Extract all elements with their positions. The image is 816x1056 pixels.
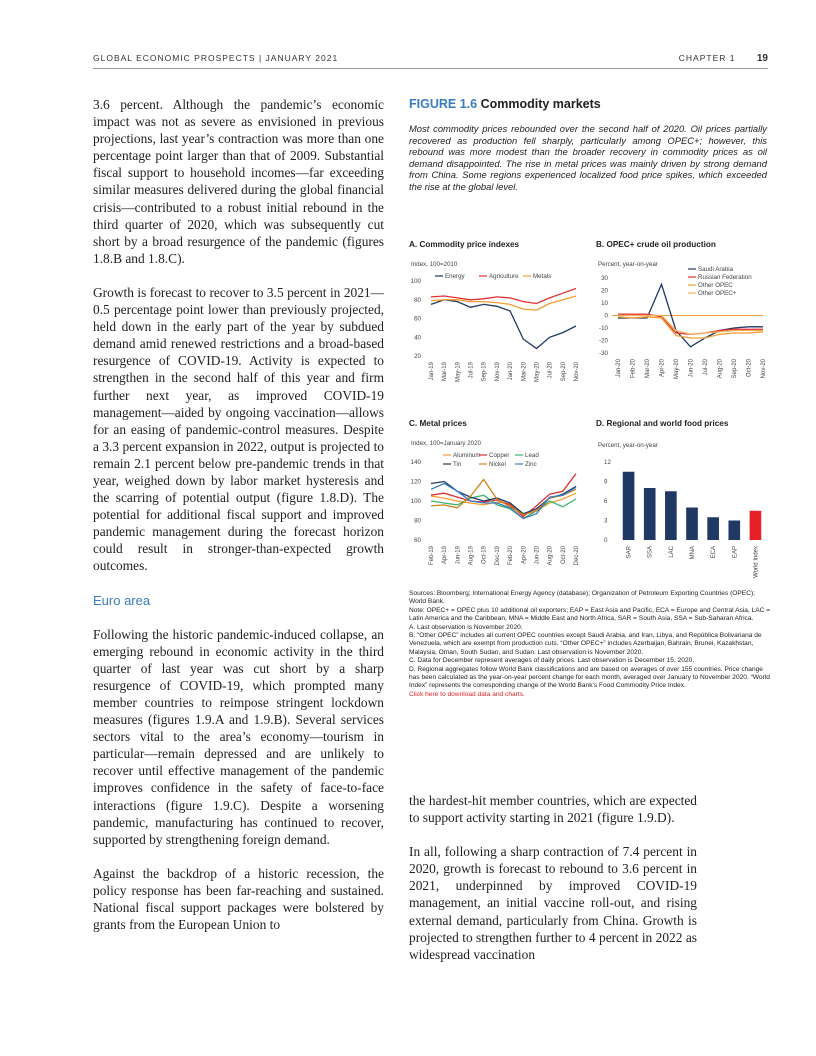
y-tick-label: 10 [601,300,608,307]
running-header [93,53,768,63]
y-axis-label: Percent, year-on-year [598,261,658,268]
legend-label: Nickel [489,461,506,468]
figure-notes [409,590,771,699]
legend-label: Other OPEC+ [698,290,737,297]
bar-ssa [644,488,656,540]
y-tick-label: 80 [414,296,421,304]
legend-label: Lead [525,452,539,459]
paragraph: In all, following a sharp contraction of 7.4 percent in 2020, growth is forecast to rebound to 3.6 percent in 2021, underpinned by improved COVID-19 management, an initial vaccine roll-out, and rising external demand, particularly from China. Growth is projected to strengthen further to 4 percent in 2022 as widespread vaccination [409,844,697,962]
x-tick-label: Sep-19 [481,362,488,382]
x-tick-label: Jun-19 [455,546,462,565]
right-column [409,792,697,980]
figure-title-text: Commodity markets [480,97,601,111]
note-b: B. “Other OPEC” includes all current OPEC countries except Saudi Arabia, and Iran, Libya, and República Bolivariana de Venezuela, which are exempt from production cuts. “Other OPEC+” includes Azerbaijan, Bahrain, Brunei, Kazakhstan, Malaysia, Oman, South Sudan, and Sudan. Last observation is November 2020. [409,632,762,656]
x-tick-label: May-20 [674,359,680,380]
y-axis-label: Percent, year-on-year [598,442,658,449]
legend-label: Other OPEC [698,282,733,289]
panel-b-title: B. OPEC+ crude oil production [596,240,716,249]
series-line-energy [431,300,576,349]
x-tick-label: Apr-20 [659,359,666,378]
y-tick-label: 0 [604,537,608,544]
legend-label: Metals [533,273,552,280]
bar-lac [665,491,677,540]
paragraph: Following the historic pandemic-induced collapse, an emerging rebound in economic activity in the third quarter of last year was cut short by a sharp resurgence of COVID-19, which prompted many member countries to reimpose stringent lockdown measures (figures 1.9.A and 1.9.B). Several services sectors vital to the area’s economy—tourism in particular—remain depressed and are unlikely to recover until effective management of the pandemic improves confidence in the safety of face-to-face interactions (figure 1.9.C). Despite a worsening pandemic, manufacturing has continued to recover, supported by strengthening foreign demand. [93,626,384,847]
x-tick-label: Nov-19 [494,362,501,382]
x-tick-label: Dec-20 [574,546,580,566]
x-tick-label: Aug-19 [468,546,475,566]
panel-d-title: D. Regional and world food prices [596,419,729,428]
y-tick-label: 3 [604,517,608,525]
figure-caption: Most commodity prices rebounded over the second half of 2020. Oil prices partially recovered as production fell sharply, particularly among OPEC+; however, this rebound was more modest than the broader recovery in commodity prices as oil demand disappointed. The rise in metal prices was mainly driven by strong demand from China. Some regions experienced localized food price spikes, which exceeded the rise at the global level. [409,123,767,192]
paragraph: 3.6 percent. Although the pandemic’s economic impact was not as severe as envisioned in previous projections, last year’s contraction was more than one percentage point larger than that of 2009. Substantial fiscal support to household incomes—far exceeding similar measures delivered during the global financial crisis—contributed to a robust initial rebound in the third quarter of 2020, which was subsequently cut short by a broad resurgence of the pandemic (figures 1.8.B and 1.8.C). [93,97,384,266]
y-tick-label: 6 [604,498,608,505]
x-tick-label: World Index [753,546,760,578]
legend-label: Aluminum [453,452,481,459]
chart-c [409,437,584,597]
y-tick-label: 12 [604,459,611,466]
x-tick-label: Aug-20 [717,359,724,379]
x-tick-label: SAR [626,546,633,559]
legend-label: Tin [453,461,462,468]
x-tick-label: Oct-20 [560,546,567,565]
y-tick-label: -20 [599,337,608,345]
legend-label: Agriculture [489,273,519,280]
y-tick-label: 60 [414,537,421,544]
x-tick-label: Mar-19 [442,362,449,382]
x-tick-label: MNA [690,546,696,560]
x-tick-label: ECA [711,546,718,559]
note-c: C. Data for December represent averages of daily prices. Last observation is December 15, 2020. [409,657,695,665]
y-tick-label: 60 [414,315,421,323]
x-tick-label: Feb-20 [630,359,637,379]
abbrev-note: Note: OPEC+ = OPEC plus 10 additional oil exporters; EAP = East Asia and Pacific, ECA = Europe and Central Asia, LAC = Latin America and the Caribbean, MNA = Middle East and North Africa, SAR = South Asia, SSA = Sub-Saharan Africa. [409,606,771,623]
x-tick-label: Mar-20 [645,359,651,379]
header-chapter: CHAPTER 1 [678,53,736,63]
chart-b [596,258,771,408]
bar-world-index [750,511,762,540]
x-tick-label: Feb-20 [508,546,515,566]
x-tick-label: SSA [647,546,654,559]
legend-label: Russian Federation [698,274,752,281]
y-tick-label: 80 [414,517,421,525]
series-line-nickel [431,480,576,515]
x-tick-label: Sep-20 [560,362,567,382]
x-tick-label: Oct-19 [481,546,488,565]
y-tick-label: 9 [604,478,608,486]
paragraph: Growth is forecast to recover to 3.5 percent in 2021—0.5 percentage point lower than previously projected, held down in the early part of the year by subdued demand amid renewed restrictions and a broad-based resurgence of COVID-19. Activity is expected to strengthen in the second half of this year and firm further next year, as improved COVID-19 management—aided by ongoing vaccination—allows for an easing of pandemic-control measures. Despite a 3.3 percent expansion in 2022, output is projected to remain 2.1 percent below pre-pandemic trends in that year, weighed down by labor market hysteresis and the scarring of potential output (figure 1.8.D). The potential for additional fiscal support and improved pandemic management during the forecast horizon could result in stronger-than-expected growth outcomes. [93,284,384,574]
x-tick-label: Jul-20 [547,362,554,379]
legend-label: Copper [489,452,510,459]
x-tick-label: Nov-20 [574,362,580,382]
y-axis-label: Index, 100=2010 [411,261,458,268]
y-axis-label: Index, 100=January 2020 [411,440,482,447]
y-tick-label: 140 [410,459,421,466]
x-tick-label: Dec-19 [494,546,501,566]
sources-note: Sources: Bloomberg; International Energy Agency (database); Organization of Petroleum Exporting Countries (OPEC); World Bank. [409,590,755,606]
page-number: 19 [756,53,768,64]
figure-title [409,97,601,111]
header-title: GLOBAL ECONOMIC PROSPECTS | JANUARY 2021 [93,53,339,63]
bar-sar [623,472,635,540]
legend-label: Saudi Arabia [698,266,734,273]
y-tick-label: 100 [410,498,421,505]
bar-eap [728,521,740,541]
chart-d [596,437,771,597]
panel-a-title: A. Commodity price indexes [409,240,520,249]
y-tick-label: 40 [414,334,421,342]
x-tick-label: Jan-20 [616,359,622,378]
paragraph: Against the backdrop of a historic recession, the policy response has been far-reaching and sustained. National fiscal support packages were bolstered by grants from the European Union to [93,865,384,933]
x-tick-label: Mar-20 [521,362,528,382]
section-heading: Euro area [93,592,151,608]
y-tick-label: 30 [601,275,608,282]
x-tick-label: Aug-20 [547,546,554,566]
chart-a [409,258,584,408]
x-tick-label: Jul-19 [468,362,475,379]
y-tick-label: 20 [601,287,608,295]
x-tick-label: May-20 [534,362,541,383]
header-right [679,53,768,64]
x-tick-label: Feb-19 [429,546,435,566]
download-link[interactable]: Click here to download data and charts. [409,690,525,698]
legend-label: Energy [445,273,465,280]
y-tick-label: 100 [410,278,421,285]
legend-label: Zinc [525,461,537,468]
series-line-copper [431,474,576,517]
note-a: A. Last observation is November 2020. [409,623,523,631]
x-tick-label: Apr-20 [521,546,528,565]
x-tick-label: EAP [732,546,739,559]
x-tick-label: Apr-19 [442,546,449,565]
figure-number: FIGURE 1.6 [409,97,478,111]
y-tick-label: 120 [410,478,421,486]
y-tick-label: 20 [414,353,421,360]
x-tick-label: Jan-19 [429,362,435,381]
panel-c-title: C. Metal prices [409,419,467,428]
left-column [93,96,384,950]
bar-mna [686,508,698,541]
x-tick-label: Oct-20 [746,359,753,378]
y-tick-label: -30 [599,350,608,357]
bar-eca [707,517,719,540]
y-tick-label: 0 [604,312,608,320]
x-tick-label: May-19 [455,362,462,383]
x-tick-label: Jul-20 [703,359,709,376]
x-tick-label: LAC [668,546,675,558]
x-tick-label: Nov-20 [761,359,767,379]
paragraph: the hardest-hit member countries, which are expected to support activity starting in 2021 (figure 1.9.D). [409,793,697,826]
x-tick-label: Jun-20 [534,546,541,565]
x-tick-label: Sep-20 [732,359,738,379]
x-tick-label: Jun-20 [688,359,695,378]
header-rule [93,68,768,69]
x-tick-label: Jan-20 [508,362,515,381]
note-d: D. Regional aggregates follow World Bank classifications and are based on averages of over 155 countries. Price change has been calculated as the year-on-year percent change for each month, averaged over January to November 2020. “World Index” represents the corresponding change of the World Bank’s Food Commodity Price Index. [409,665,770,690]
y-tick-label: -10 [599,325,608,332]
